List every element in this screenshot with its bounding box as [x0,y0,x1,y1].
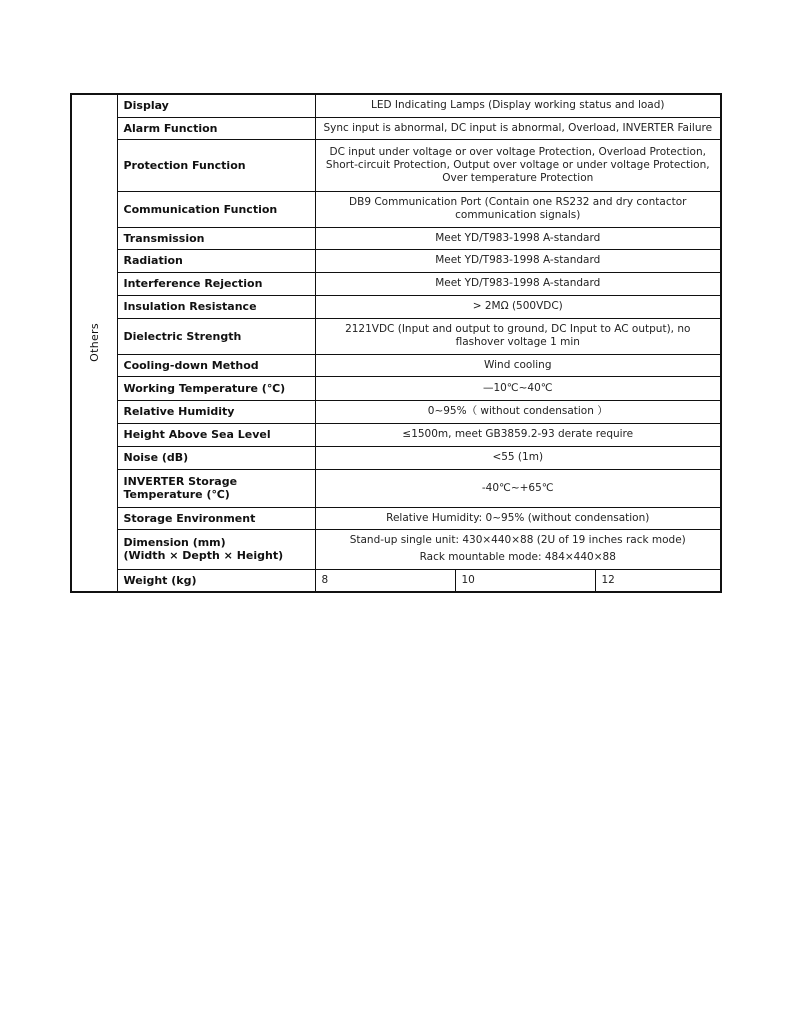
param-value: > 2MΩ (500VDC) [315,295,721,318]
group-label: Others [87,323,101,362]
table-row [71,318,721,354]
table-row [71,295,721,318]
table-row [71,507,721,529]
param-value: —10℃~40℃ [315,376,721,400]
weight-value: 10 [455,569,595,592]
param-label: Radiation [117,249,315,272]
specification-table [70,93,722,593]
weight-value: 8 [315,569,455,592]
dimension-label-line1: Dimension (mm) [123,536,226,549]
param-value: Wind cooling [315,354,721,376]
dimension-label-line2: (Width × Depth × Height) [123,549,284,562]
dimension-value-line1: Stand-up single unit: 430×440×88 (2U of 19 inches rack mode) [349,534,686,546]
table-row [71,569,721,592]
table-row [71,191,721,227]
param-label: Height Above Sea Level [117,423,315,446]
table-row [71,376,721,400]
table-row [71,272,721,295]
param-label: Relative Humidity [117,400,315,423]
weight-value: 12 [595,569,721,592]
param-label: INVERTER Storage Temperature (℃) [117,469,315,507]
param-label: Insulation Resistance [117,295,315,318]
table-row [71,400,721,423]
param-label: Display [117,94,315,117]
param-value: DB9 Communication Port (Contain one RS232 and dry contactor communication signals) [315,191,721,227]
param-value: -40℃~+65℃ [315,469,721,507]
param-label: Working Temperature (℃) [117,376,315,400]
dimension-label [117,529,315,569]
param-label: Alarm Function [117,117,315,139]
param-value: Meet YD/T983-1998 A-standard [315,227,721,249]
param-value: DC input under voltage or over voltage Protection, Overload Protection, Short-circuit Protection, Output over voltage or under voltage Protection, Over temperature Protection [315,139,721,191]
dimension-value-line2: Rack mountable mode: 484×440×88 [419,551,616,563]
table-row [71,446,721,469]
param-label: Cooling-down Method [117,354,315,376]
weight-label: Weight (kg) [117,569,315,592]
param-label: Dielectric Strength [117,318,315,354]
param-value: <55 (1m) [315,446,721,469]
param-value: Meet YD/T983-1998 A-standard [315,272,721,295]
param-value: 0~95%（ without condensation ） [315,400,721,423]
param-value: 2121VDC (Input and output to ground, DC Input to AC output), no flashover voltage 1 min [315,318,721,354]
param-label: Transmission [117,227,315,249]
table-row [71,469,721,507]
table-row [71,423,721,446]
param-value: Sync input is abnormal, DC input is abnormal, Overload, INVERTER Failure [315,117,721,139]
param-value: Meet YD/T983-1998 A-standard [315,249,721,272]
param-value: LED Indicating Lamps (Display working status and load) [315,94,721,117]
param-value: ≤1500m, meet GB3859.2-93 derate require [315,423,721,446]
table-row [71,227,721,249]
param-label: Protection Function [117,139,315,191]
param-label: Interference Rejection [117,272,315,295]
table-row [71,139,721,191]
table-row [71,249,721,272]
table-row [71,529,721,569]
dimension-value [315,529,721,569]
table-row [71,94,721,117]
param-label: Communication Function [117,191,315,227]
group-cell [71,94,117,592]
param-value: Relative Humidity: 0~95% (without condensation) [315,507,721,529]
param-label: Storage Environment [117,507,315,529]
param-label: Noise (dB) [117,446,315,469]
table-row [71,354,721,376]
table-row [71,117,721,139]
